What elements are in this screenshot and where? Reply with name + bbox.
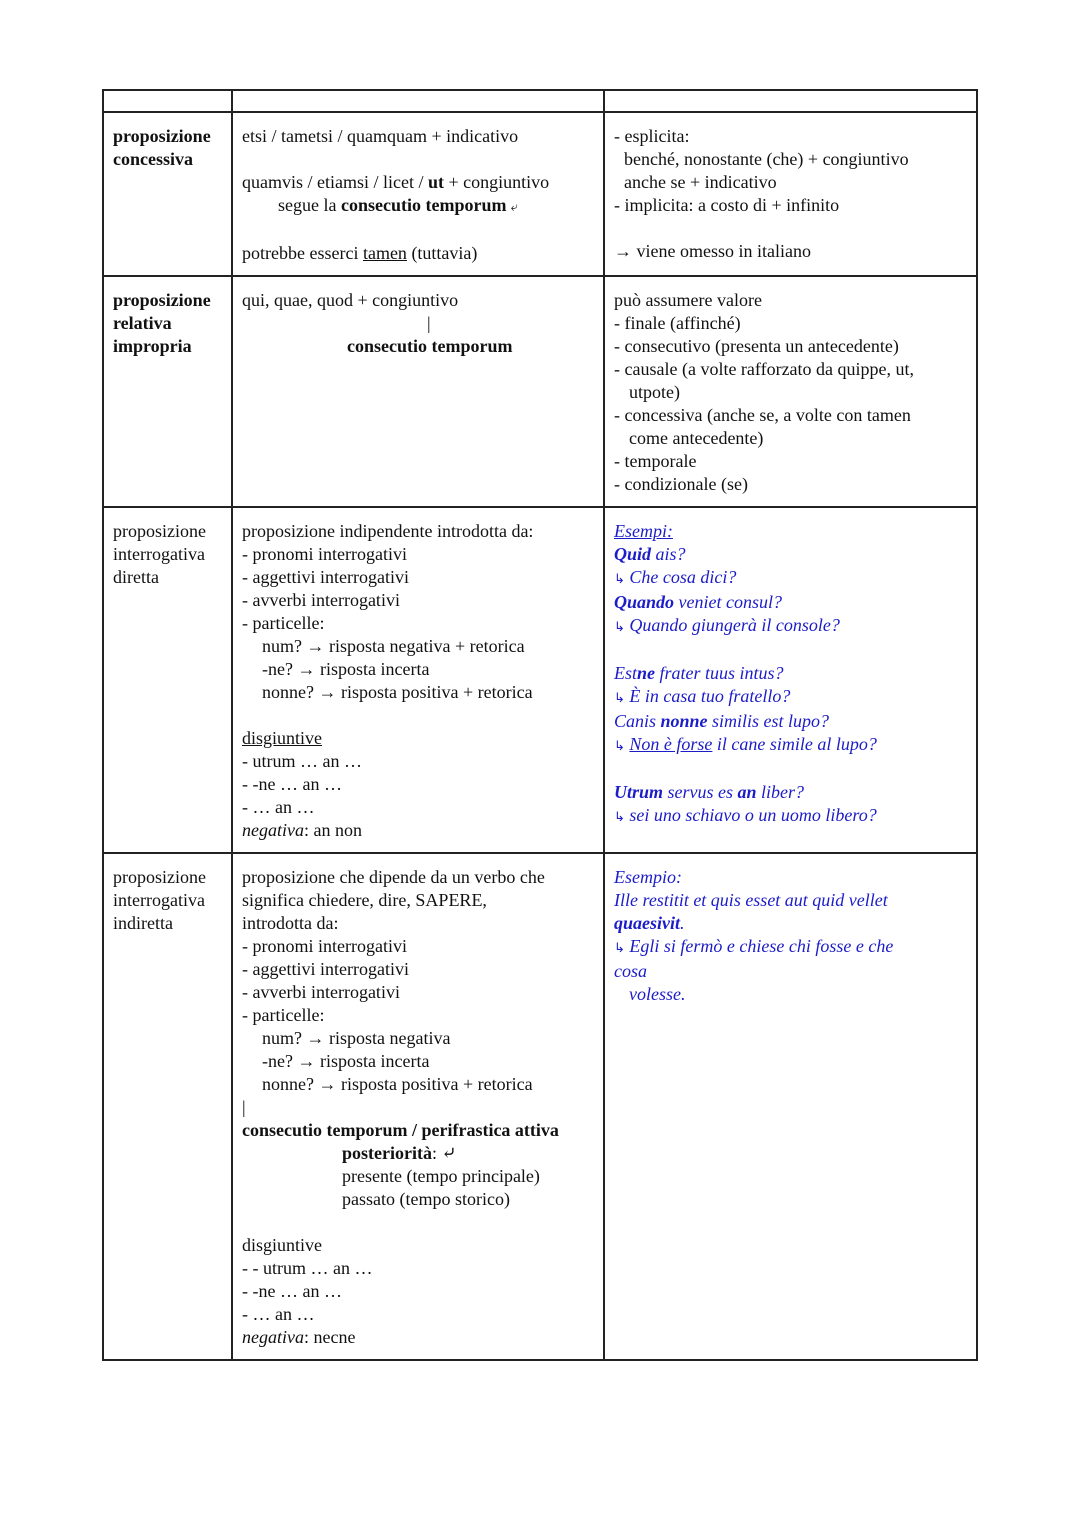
row-label [103, 276, 232, 507]
table-row-relativa [103, 276, 977, 507]
row-label [103, 853, 232, 1360]
text-line: consecutio temporum [347, 336, 513, 356]
label-line: proposizione [113, 867, 206, 887]
arrow-turn-icon: ↳ [614, 941, 625, 956]
text-line: proposizione che dipende da un verbo che [242, 867, 545, 887]
connector-bar: | [242, 1097, 246, 1117]
label-line: interrogativa [113, 544, 205, 564]
text-line: - condizionale (se) [614, 474, 748, 494]
arrow-turn-icon: ↳ [614, 810, 625, 825]
text-line: → viene omesso in italiano [614, 241, 811, 261]
text-line: - pronomi interrogativi [242, 936, 407, 956]
text-line: presente (tempo principale) [342, 1166, 540, 1186]
text-line: come antecedente) [629, 428, 764, 448]
text-line: nonne? → risposta positiva + retorica [262, 682, 533, 702]
text-line: - … an … [242, 1304, 315, 1324]
text-line: disgiuntive [242, 728, 322, 748]
text-line: significa chiedere, dire, SAPERE, [242, 890, 487, 910]
rule-cell [232, 112, 604, 276]
example-line: Utrum servus es an liber? [614, 782, 805, 802]
example-translation: volesse. [629, 984, 686, 1004]
text-line: negativa: an non [242, 820, 362, 840]
text-line: - particelle: [242, 1005, 325, 1025]
text-line: - finale (affinché) [614, 313, 741, 333]
example-translation: ↳ Non è forse il cane simile al lupo? [614, 734, 877, 754]
empty-cell [232, 90, 604, 112]
example-translation: ↳ sei uno schiavo o un uomo libero? [614, 805, 877, 825]
text-line: qui, quae, quod + congiuntivo [242, 290, 459, 310]
label-line: concessiva [113, 149, 193, 169]
text-line: - esplicita: [614, 126, 690, 146]
text-line: - causale (a volte rafforzato da quippe, ut, [614, 359, 915, 379]
text-line: benché, nonostante (che) + congiuntivo [624, 149, 909, 169]
example-translation: ↳ Egli si fermò e chiese chi fosse e che [614, 936, 894, 956]
text-line: - concessiva (anche se, a volte con tamen [614, 405, 911, 425]
rule-cell [232, 276, 604, 507]
arrow-turn-icon: ↳ [614, 572, 625, 587]
text-line: - temporale [614, 451, 697, 471]
text-line: - consecutivo (presenta un antecedente) [614, 336, 899, 356]
text-line: - utrum … an … [242, 751, 362, 771]
example-translation: ↳ È in casa tuo fratello? [614, 686, 791, 706]
rule-cell [232, 507, 604, 853]
table-row-interrogativa-indiretta [103, 853, 977, 1360]
text-line: - pronomi interrogativi [242, 544, 407, 564]
text-line: può assumere valore [614, 290, 762, 310]
label-line: indiretta [113, 913, 173, 933]
text-line: - … an … [242, 797, 315, 817]
text-line: disgiuntive [242, 1235, 322, 1255]
translation-cell [604, 276, 977, 507]
translation-cell [604, 112, 977, 276]
text-line: num? → risposta negativa + retorica [262, 636, 525, 656]
row-label [103, 112, 232, 276]
connector-bar: | [427, 313, 431, 333]
text-line: utpote) [629, 382, 680, 402]
text-line: - implicita: a costo di + infinito [614, 195, 840, 215]
example-line: Quando veniet consul? [614, 592, 782, 612]
examples-cell [604, 853, 977, 1360]
examples-title: Esempi: [614, 521, 673, 541]
text-line: -ne? → risposta incerta [262, 1051, 430, 1071]
text-line: quamvis / etiamsi / licet / ut + congiuntivo [242, 172, 550, 192]
text-line: - avverbi interrogativi [242, 982, 400, 1002]
label-line: proposizione [113, 126, 211, 146]
arrow-turn-icon: ↳ [614, 691, 625, 706]
arrow-turn-icon: ↳ [614, 620, 625, 635]
label-line: relativa [113, 313, 172, 333]
text-line: consecutio temporum / perifrastica attiva [242, 1120, 559, 1140]
table-row-concessiva [103, 112, 977, 276]
example-translation: ↳ Quando giungerà il console? [614, 615, 840, 635]
text-line: introdotta da: [242, 913, 339, 933]
arrow-turn-icon: ↳ [614, 739, 625, 754]
example-line: Canis nonne similis est lupo? [614, 711, 830, 731]
text-line: - - utrum … an … [242, 1258, 373, 1278]
label-line: impropria [113, 336, 192, 356]
text-line: - -ne … an … [242, 774, 342, 794]
label-line: interrogativa [113, 890, 205, 910]
text-line: posteriorità: ⤶ [342, 1143, 457, 1163]
example-translation: ↳ Che cosa dici? [614, 567, 737, 587]
label-line: proposizione [113, 290, 211, 310]
text-line: - particelle: [242, 613, 325, 633]
examples-title: Esempio: [614, 867, 682, 887]
text-line: - aggettivi interrogativi [242, 959, 409, 979]
text-line: - -ne … an … [242, 1281, 342, 1301]
text-line: passato (tempo storico) [342, 1189, 510, 1209]
text-line: etsi / tametsi / quamquam + indicativo [242, 126, 519, 146]
label-line: proposizione [113, 521, 206, 541]
text-line: potrebbe esserci tamen (tuttavia) [242, 243, 478, 263]
text-line: proposizione indipendente introdotta da: [242, 521, 534, 541]
label-line: diretta [113, 567, 159, 587]
text-line: - aggettivi interrogativi [242, 567, 409, 587]
example-line: Quid ais? [614, 544, 686, 564]
text-line: anche se + indicativo [624, 172, 777, 192]
empty-header-row [103, 90, 977, 112]
example-line: Estne frater tuus intus? [614, 663, 784, 683]
table-row-interrogativa-diretta [103, 507, 977, 853]
grammar-table [102, 89, 978, 1361]
return-arrow-icon: ⤶ [506, 200, 518, 215]
example-translation: cosa [614, 961, 647, 981]
row-label [103, 507, 232, 853]
text-line: -ne? → risposta incerta [262, 659, 430, 679]
example-line: quaesivit. [614, 913, 685, 933]
examples-cell [604, 507, 977, 853]
text-line: negativa: necne [242, 1327, 356, 1347]
empty-cell [103, 90, 232, 112]
text-line: nonne? → risposta positiva + retorica [262, 1074, 533, 1094]
text-line: - avverbi interrogativi [242, 590, 400, 610]
example-line: Ille restitit et quis esset aut quid vellet [614, 890, 888, 910]
text-line: segue la consecutio temporum ⤶ [278, 195, 518, 215]
rule-cell [232, 853, 604, 1360]
text-line: num? → risposta negativa [262, 1028, 451, 1048]
empty-cell [604, 90, 977, 112]
